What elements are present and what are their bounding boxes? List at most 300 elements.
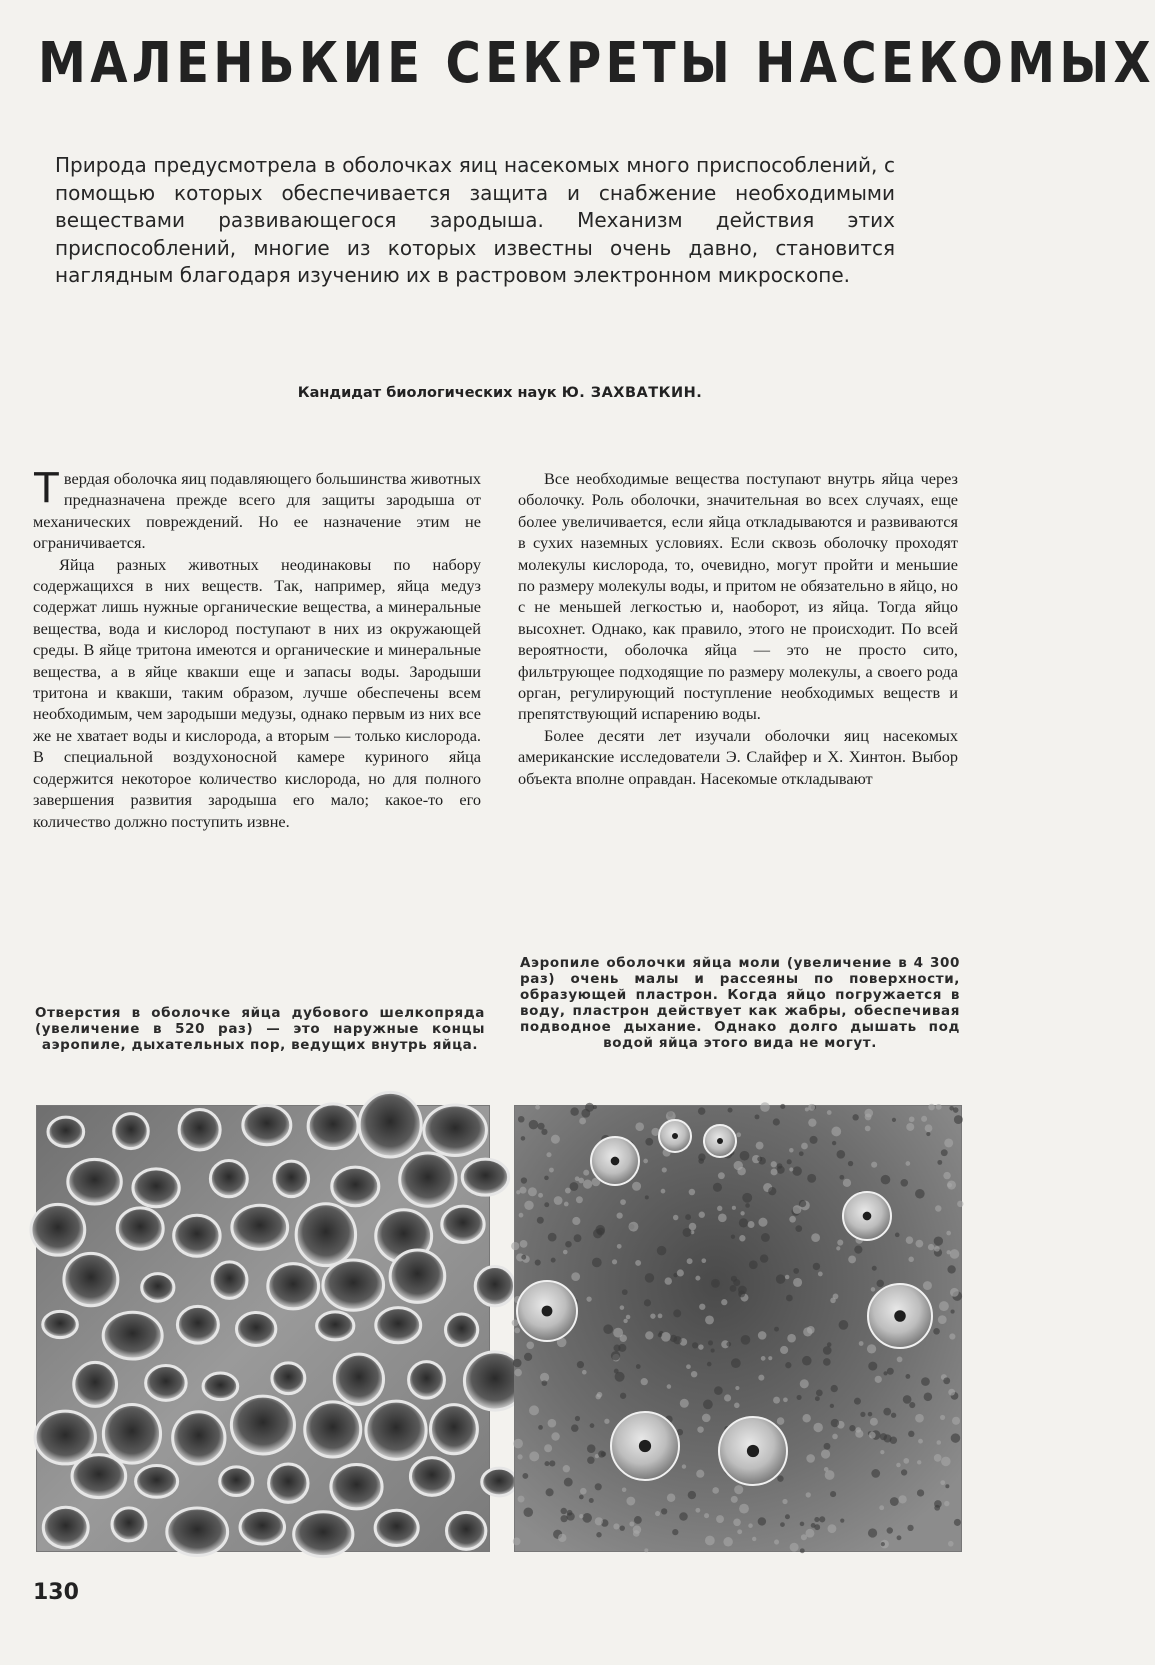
surface-texture-dot [733,1519,741,1527]
surface-texture-dot [518,1116,525,1123]
pore-pit [334,1354,383,1404]
pore-pit [177,1306,218,1343]
surface-texture-dot [811,1523,816,1528]
surface-texture-dot [752,1537,756,1541]
pore-pit [212,1262,247,1299]
surface-texture-dot [561,1515,568,1522]
surface-texture-dot [698,1158,704,1164]
surface-texture-dot [773,1397,780,1404]
surface-texture-dot [923,1281,932,1290]
surface-texture-dot [953,1107,959,1113]
surface-texture-dot [614,1369,619,1374]
surface-texture-dot [777,1475,783,1481]
surface-texture-dot [898,1495,906,1503]
surface-texture-dot [815,1396,820,1401]
surface-texture-dot [731,1358,741,1368]
surface-texture-dot [795,1225,802,1232]
surface-texture-dot [789,1148,794,1153]
pore-pit [243,1105,291,1144]
surface-texture-dot [528,1187,537,1196]
surface-texture-dot [949,1333,955,1339]
body-paragraph-text: вердая оболочка яиц подавляющего большинства животных предназначена прежде всего для защиты зародыша от механических повреждений. Но ее назначение этим не ограничивается. [33,469,481,553]
surface-texture-dot [807,1174,816,1183]
surface-texture-dot [673,1215,678,1220]
surface-texture-dot [948,1389,955,1396]
pore-pit [179,1110,220,1150]
surface-texture-dot [776,1274,785,1283]
surface-texture-dot [864,1109,873,1118]
pore-pit [305,1402,361,1457]
surface-texture-dot [548,1419,557,1428]
surface-texture-dot [745,1203,750,1208]
surface-texture-dot [689,1189,695,1195]
surface-texture-dot [758,1517,766,1525]
surface-texture-dot [583,1170,589,1176]
surface-texture-dot [855,1427,861,1433]
surface-texture-dot [793,1268,799,1274]
surface-texture-dot [571,1424,579,1432]
surface-texture-dot [915,1240,923,1248]
surface-texture-dot [773,1118,780,1125]
surface-texture-dot [915,1414,924,1423]
surface-texture-dot [529,1120,538,1129]
surface-texture-dot [957,1201,963,1207]
surface-texture-dot [644,1548,648,1552]
surface-texture-dot [665,1277,672,1284]
surface-texture-dot [937,1160,942,1165]
surface-texture-dot [854,1245,862,1253]
surface-texture-dot [797,1395,802,1400]
surface-texture-dot [529,1451,539,1461]
surface-texture-dot [582,1513,592,1523]
surface-texture-dot [892,1118,896,1122]
pore-pit [323,1260,384,1310]
surface-texture-dot [768,1356,772,1360]
surface-texture-dot [814,1517,819,1522]
surface-texture-dot [620,1305,625,1310]
surface-texture-dot [645,1331,653,1339]
surface-texture-dot [571,1272,580,1281]
surface-texture-dot [816,1390,823,1397]
surface-texture-dot [793,1278,802,1287]
surface-texture-dot [843,1179,851,1187]
surface-texture-dot [598,1451,605,1458]
surface-texture-dot [522,1473,528,1479]
surface-texture-dot [917,1489,924,1496]
surface-texture-dot [761,1233,770,1242]
surface-texture-dot [581,1109,590,1118]
surface-texture-dot [728,1108,733,1113]
surface-texture-dot [704,1513,709,1518]
surface-texture-dot [832,1434,838,1440]
surface-texture-dot [868,1528,877,1537]
surface-texture-dot [703,1400,713,1410]
surface-texture-dot [657,1246,667,1256]
surface-texture-dot [597,1228,605,1236]
surface-texture-dot [941,1149,948,1156]
surface-texture-dot [777,1417,785,1425]
surface-texture-dot [903,1395,912,1404]
surface-texture-dot [546,1488,554,1496]
pore-pit [173,1412,225,1464]
surface-texture-dot [549,1460,555,1466]
surface-texture-dot [790,1543,799,1552]
surface-texture-dot [936,1440,941,1445]
surface-texture-dot [667,1384,672,1389]
surface-texture-dot [789,1216,796,1223]
surface-texture-dot [880,1450,884,1454]
pore-pit [317,1312,354,1340]
surface-texture-dot [586,1296,591,1301]
surface-texture-dot [565,1241,572,1248]
surface-texture-dot [524,1201,533,1210]
surface-texture-dot [758,1331,767,1340]
surface-texture-dot [695,1508,700,1513]
surface-texture-dot [823,1346,832,1355]
surface-texture-dot [514,1327,520,1333]
surface-texture-dot [785,1514,790,1519]
surface-texture-dot [801,1143,808,1150]
surface-texture-dot [551,1432,559,1440]
pore-pit [296,1204,355,1266]
surface-texture-dot [951,1310,955,1314]
pore-pit [232,1205,288,1249]
surface-texture-dot [819,1516,825,1522]
surface-texture-dot [944,1138,953,1147]
surface-texture-dot [570,1107,578,1115]
surface-texture-dot [740,1151,750,1161]
micrograph-left-image [37,1106,489,1551]
surface-texture-dot [673,1309,681,1317]
pore-pit [308,1104,358,1149]
surface-texture-dot [542,1380,548,1386]
pore-pit [430,1405,477,1454]
pore-pit [103,1312,162,1359]
surface-texture-dot [626,1497,635,1506]
surface-texture-dot [883,1408,891,1416]
surface-texture-dot [800,1522,805,1527]
surface-texture-dot [950,1288,959,1297]
surface-texture-dot [777,1163,783,1169]
surface-texture-dot [935,1205,941,1211]
surface-texture-dot [760,1102,770,1112]
surface-texture-dot [691,1371,697,1377]
surface-texture-dot [645,1273,654,1282]
surface-texture-dot [915,1189,925,1199]
surface-texture-dot [881,1175,891,1185]
surface-texture-dot [636,1364,641,1369]
surface-texture-dot [848,1161,853,1166]
pore-pit [231,1396,294,1454]
surface-texture-dot [687,1258,693,1264]
surface-texture-dot [680,1399,689,1408]
surface-texture-dot [897,1535,902,1540]
surface-texture-dot [934,1246,940,1252]
pore-pit [43,1311,78,1337]
surface-texture-dot [538,1193,543,1198]
pore-pit [48,1117,84,1146]
surface-texture-dot [551,1135,560,1144]
surface-texture-dot [658,1314,663,1319]
surface-texture-dot [613,1345,620,1352]
surface-texture-dot [632,1182,641,1191]
pore-pit [72,1455,126,1498]
surface-texture-dot [806,1454,815,1463]
surface-texture-dot [732,1206,736,1210]
pore-pit [475,1267,514,1306]
surface-texture-dot [811,1233,820,1242]
surface-texture-dot [738,1290,745,1297]
pore-pit [400,1153,456,1206]
surface-texture-dot [867,1344,876,1353]
body-paragraph: Более десяти лет изучали оболочки яиц насекомых американские исследователи Э. Слайфер и Х. Хинтон. Выбор объекта вполне оправдан. Насекомые откладывают [518,725,958,788]
surface-texture-dot [592,1258,602,1268]
aeropyle-opening [894,1310,906,1322]
surface-texture-dot [519,1213,524,1218]
pore-pit [390,1250,445,1302]
surface-texture-dot [695,1276,700,1281]
pore-pit [103,1405,160,1464]
surface-texture-dot [612,1259,617,1264]
surface-texture-dot [900,1179,908,1187]
surface-texture-dot [946,1250,950,1254]
surface-texture-dot [881,1542,885,1546]
surface-texture-dot [521,1255,526,1260]
drop-cap: Т [33,463,60,512]
surface-texture-dot [952,1417,960,1425]
pore-pit [31,1204,85,1255]
surface-texture-dot [944,1501,949,1506]
author-line [0,385,1000,401]
surface-texture-dot [644,1299,651,1306]
surface-texture-dot [716,1515,724,1523]
pore-pit [203,1373,238,1400]
surface-texture-dot [783,1397,788,1402]
pore-pit [332,1167,379,1206]
surface-texture-dot [635,1260,641,1266]
pore-pit [220,1467,253,1496]
surface-texture-dot [712,1487,719,1494]
body-paragraph: Все необходимые вещества поступают внутрь яйца через оболочку. Роль оболочки, значительная во всех случаях, еще более увеличивается, если яйца откладываются и развиваются в сухих наземных условиях. Если сквозь оболочку проходят молекулы кислорода, то, очевидно, могут пройти и меньшие по размеру молекулы воды, и притом не обязательно в яйцо, но с не меньшей легкостью и, наоборот, из яйца. Тогда яйцо высохнет. Однако, как правило, этого не происходит. По всей вероятности, оболочка яйца — это не просто сито, фильтрующее подходящие по размеру молекулы, а своего рода орган, регулирующий поступление необходимых веществ и препятствующий испарению воды. [518,469,958,724]
pore-pit [462,1159,508,1195]
surface-texture-dot [808,1119,816,1127]
photo-caption-left: Отверстия в оболочке яйца дубового шелкопряда (увеличение в 520 раз) — это наружные концы аэропиле, дыхательных пор, ведущих внутрь яйца. [35,1005,485,1053]
surface-texture-dot [909,1402,915,1408]
pore-pit [294,1512,353,1557]
pore-pit [447,1512,486,1549]
surface-texture-dot [836,1246,840,1250]
surface-texture-dot [832,1141,836,1145]
surface-texture-dot [617,1244,622,1249]
surface-texture-dot [947,1265,955,1273]
surface-texture-dot [833,1294,839,1300]
surface-texture-dot [785,1275,790,1280]
surface-texture-dot [870,1418,878,1426]
surface-texture-dot [626,1315,631,1320]
surface-texture-dot [813,1263,820,1270]
surface-texture-dot [901,1469,907,1475]
surface-texture-dot [740,1211,744,1215]
surface-texture-dot [871,1469,880,1478]
surface-texture-dot [590,1423,595,1428]
surface-texture-dot [711,1348,715,1352]
surface-texture-dot [771,1161,777,1167]
surface-texture-dot [521,1136,526,1141]
pore-pit [167,1508,228,1556]
surface-texture-dot [734,1485,743,1494]
pore-pit [268,1264,319,1309]
surface-texture-dot [572,1217,580,1225]
pore-pit [442,1206,484,1242]
surface-texture-dot [698,1344,703,1349]
surface-texture-dot [580,1488,587,1495]
surface-texture-dot [748,1221,755,1228]
surface-texture-dot [943,1172,950,1179]
pore-pit [146,1366,187,1401]
surface-texture-dot [682,1464,686,1468]
surface-texture-dot [661,1332,671,1342]
surface-texture-dot [813,1423,822,1432]
surface-texture-dot [749,1260,758,1269]
surface-texture-dot [799,1200,806,1207]
surface-texture-dot [780,1104,785,1109]
surface-texture-dot [786,1295,793,1302]
pore-pit [74,1362,117,1406]
surface-texture-dot [558,1534,566,1542]
surface-texture-dot [940,1480,945,1485]
surface-texture-dot [628,1222,638,1232]
surface-texture-dot [697,1426,703,1432]
surface-texture-dot [760,1254,768,1262]
surface-texture-dot [645,1138,653,1146]
surface-texture-dot [611,1351,620,1360]
surface-texture-dot [595,1483,602,1490]
surface-texture-dot [513,1538,521,1546]
surface-texture-dot [535,1260,541,1266]
surface-texture-dot [865,1126,871,1132]
surface-texture-dot [622,1289,628,1295]
surface-texture-dot [551,1258,556,1263]
surface-texture-dot [705,1536,715,1546]
surface-texture-dot [890,1497,899,1506]
surface-texture-dot [756,1142,764,1150]
surface-texture-dot [933,1328,940,1335]
surface-texture-dot [852,1114,858,1120]
surface-texture-dot [891,1413,896,1418]
surface-texture-dot [596,1394,601,1399]
surface-texture-dot [849,1425,855,1431]
surface-texture-dot [705,1316,714,1325]
surface-texture-dot [623,1319,627,1323]
surface-texture-dot [896,1463,901,1468]
surface-texture-dot [946,1231,951,1236]
surface-texture-dot [570,1182,579,1191]
surface-texture-dot [677,1269,684,1276]
surface-texture-dot [854,1398,861,1405]
surface-texture-dot [579,1118,586,1125]
surface-texture-dot [718,1172,725,1179]
surface-texture-dot [564,1478,573,1487]
surface-texture-dot [537,1217,544,1224]
surface-texture-dot [939,1301,949,1311]
pore-pit [366,1401,426,1459]
micrograph-moth-egg-aeropyles [514,1105,962,1552]
surface-texture-dot [839,1320,849,1330]
surface-texture-dot [579,1514,583,1518]
surface-texture-dot [768,1187,776,1195]
pore-pit [331,1464,382,1508]
surface-texture-dot [748,1523,753,1528]
surface-texture-dot [741,1335,751,1345]
surface-texture-dot [613,1328,623,1338]
pore-pit [482,1468,517,1496]
photo-caption-right: Аэропиле оболочки яйца моли (увеличение в 4 300 раз) очень малы и рассеяны по поверхности, образующей пластрон. Когда яйцо погружается в воду, пластрон действует как жабры, обеспечивая подводное дыхание. Однако долго дышать под водой яйца этого вида не могут. [520,955,960,1051]
surface-texture-dot [582,1370,587,1375]
surface-texture-dot [824,1467,829,1472]
surface-texture-dot [633,1525,641,1533]
surface-texture-dot [879,1505,884,1510]
surface-texture-dot [679,1512,688,1521]
surface-texture-dot [538,1123,545,1130]
surface-texture-dot [739,1235,745,1241]
surface-texture-dot [954,1115,963,1124]
surface-texture-dot [620,1199,626,1205]
surface-texture-dot [574,1234,582,1242]
surface-texture-dot [921,1116,927,1122]
lead-paragraph: Природа предусмотрела в оболочках яиц насекомых много приспособлений, с помощью которых обеспечивается защита и снабжение необходимыми веществами развивающегося зародыша. Механизм действия этих приспособлений, многие из которых известны очень давно, становится наглядным благодаря изучению их в растровом электронном микроскопе. [55,153,895,287]
surface-texture-dot [859,1341,864,1346]
surface-texture-dot [868,1362,877,1371]
surface-texture-dot [830,1404,834,1408]
surface-texture-dot [761,1356,766,1361]
surface-texture-dot [661,1189,666,1194]
surface-texture-dot [802,1414,810,1422]
surface-texture-dot [521,1177,527,1183]
surface-texture-dot [541,1129,547,1135]
surface-texture-dot [943,1377,950,1384]
surface-texture-dot [634,1516,642,1524]
surface-texture-dot [924,1393,933,1402]
surface-texture-dot [698,1107,705,1114]
surface-texture-dot [828,1524,837,1533]
micrograph-oak-silkmoth-egg [36,1105,490,1552]
surface-texture-dot [520,1240,528,1248]
surface-texture-dot [755,1114,760,1119]
surface-texture-dot [821,1449,830,1458]
surface-texture-dot [807,1326,815,1334]
surface-texture-dot [837,1150,846,1159]
surface-texture-dot [724,1394,731,1401]
aeropyle-opening [747,1445,759,1457]
surface-texture-dot [789,1167,793,1171]
surface-texture-dot [739,1218,748,1227]
surface-texture-dot [554,1196,563,1205]
surface-texture-dot [673,1336,681,1344]
surface-texture-dot [951,1433,960,1442]
surface-texture-dot [785,1362,791,1368]
surface-texture-dot [774,1327,779,1332]
surface-texture-dot [579,1495,584,1500]
surface-texture-dot [565,1188,571,1194]
surface-texture-dot [936,1104,942,1110]
surface-texture-dot [524,1507,534,1517]
surface-texture-dot [622,1487,627,1492]
pore-pit [174,1215,220,1256]
surface-texture-dot [737,1529,742,1534]
aeropyle-opening [863,1212,872,1221]
pore-pit [272,1363,305,1394]
aeropyle-opening [672,1133,678,1139]
